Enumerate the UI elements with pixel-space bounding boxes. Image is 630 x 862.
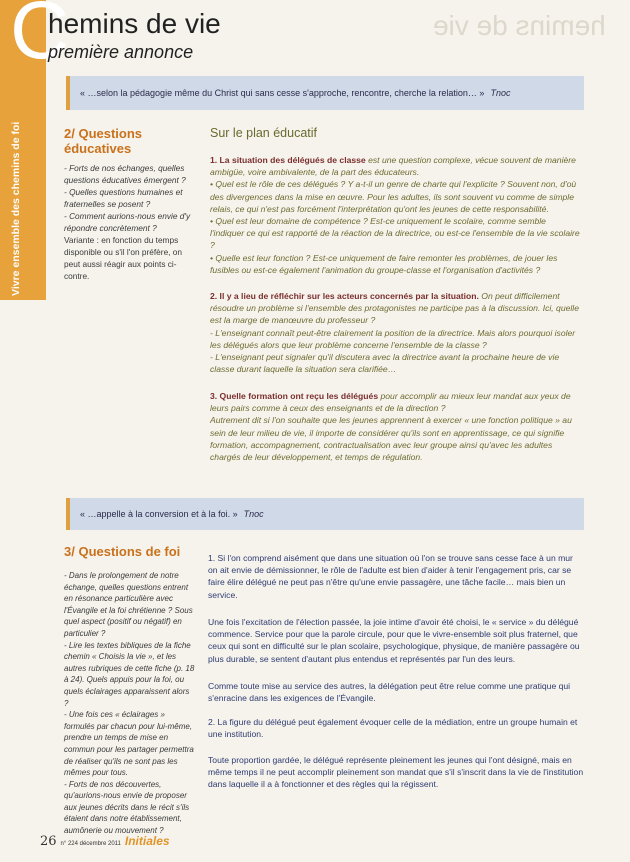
faith-paragraph-1: 1. Si l'on comprend aisément que dans une situation où l'on se trouve sans cesse face à un mur on ait envie de démissionner, le rôle de l'adulte est bien d'aider à tenir l'engagement pris, car se faire élire délégué ne peut pas n'être qu'une envie passagère, une tâche facile… mais bien un service. bbox=[208, 553, 573, 600]
page-footer bbox=[40, 834, 170, 849]
list-item: • Quel est le rôle de ces délégués ? Y a-t-il un genre de charte qui l'explicite ? Souvent non, d'où des divergences dans la mise en œuvre. Pour les adultes, ils sont souvent vu comme de simple relais, ce qui n'est pas forcément l'interprétation qu'ont les jeunes de cette responsabilité. bbox=[210, 179, 577, 214]
point-3-lead: 3. Quelle formation ont reçu les délégués bbox=[210, 391, 379, 401]
point-1-lead: 1. La situation des délégués de classe bbox=[210, 155, 366, 165]
faith-paragraph-2: Une fois l'excitation de l'élection passée, la joie intime d'avoir été choisi, le « service » du délégué commence. Service pour que la parole circule, pour que le vivre-ensemble soit plus fraternel, que ceux qui sont en difficulté sur le plan scolaire, psychologique, physique, de manière passagère ou plus durable, se sentent d'autant plus entendus et représentés par l'un des leurs. bbox=[208, 617, 580, 664]
faith-paragraph-4: 2. La figure du délégué peut également évoquer celle de la médiation, entre un groupe humain et une institution. bbox=[208, 717, 578, 740]
educatif-point-2 bbox=[210, 290, 582, 375]
faith-paragraph-3: Comme toute mise au service des autres, la délégation peut être relue comme une pratique qui s'enracine dans les exigences de l'Évangile. bbox=[208, 681, 571, 704]
point-3-text: pour accomplir au mieux leur mandat aux yeux de leurs pairs comme à ceux des enseignants et de la direction ? bbox=[210, 391, 571, 414]
brand-logo: Initiales bbox=[124, 834, 170, 848]
faith-paragraph-5: Toute proportion gardée, le délégué représente pleinement les jeunes qui l'ont désigné, mais en même temps il ne peut accomplir pleinement son mandat que s'il s'inscrit dans la vie de l'institution dans laquelle il a à fonctionner et des règles qui la régissent. bbox=[208, 755, 584, 790]
sidebar-vertical-text: Vivre ensemble des chemins de foi bbox=[10, 121, 22, 296]
section-2-questions bbox=[64, 162, 194, 282]
list-item: Variante : en fonction du temps disponible ou s'il l'on préfère, on peut aussi réagir aux points ci-contre. bbox=[64, 235, 183, 281]
list-item: - Forts de nos échanges, quelles questions éducatives émergent ? bbox=[64, 163, 186, 185]
list-item: - Quelles questions humaines et fraternelles se posent ? bbox=[64, 187, 183, 209]
educatif-point-1 bbox=[210, 154, 582, 276]
quote-banner-2 bbox=[66, 498, 584, 530]
list-item: - L'enseignant connaît peut-être clairement la position de la directrice. Mais alors pourquoi isoler les délégués alors que leur problème concerne l'ensemble de la classe ? bbox=[210, 327, 576, 350]
title-initial: C bbox=[10, 0, 70, 76]
page-title: hemins de vie bbox=[48, 8, 221, 39]
quote-1-text: « …selon la pédagogie même du Christ qui sans cesse s'approche, rencontre, cherche la relation… » bbox=[80, 88, 485, 98]
list-item: - Dans le prolongement de notre échange, quelles questions entrent en résonance particulière avec l'Évangile et la foi chrétienne ? Sous quel aspect (positif ou négatif) en particulier ? bbox=[64, 571, 193, 638]
point-1-text: est une question complexe, vécue souvent de manière ambigüe, voire ambivalente, de la part des éducateurs. bbox=[210, 155, 576, 178]
quote-2-text: « …appelle à la conversion et à la foi. » bbox=[80, 509, 238, 519]
point-3-more: Autrement dit si l'on souhaite que les jeunes apprennent à exercer « une fonction politique » au sein de leur milieu de vie, il importe de considérer qu'ils sont en apprentissage, ce qui signifie formation, accompagnement, contractualisation avec leur groupe ainsi qu'avec les adultes chargés de leur développement, et temps de régulation. bbox=[210, 415, 572, 463]
quote-1-source: Tnoc bbox=[490, 88, 511, 98]
quote-banner-1 bbox=[66, 76, 584, 110]
section-3-heading: 3/ Questions de foi bbox=[64, 544, 181, 559]
point-2-text: On peut difficilement résoudre un problème si l'ensemble des protagonistes ne participe pas à la discussion. Ici, quelle est la marge de manœuvre du professeur ? bbox=[210, 291, 579, 326]
list-item: - Lire les textes bibliques de la fiche chemin « Choisis la vie », et les autres rubriques de cette fiche (p. 18 à 24). Quels appuis pour la foi, ou quels éclairages apparaissent alors ? bbox=[64, 640, 195, 708]
list-item: - Comment aurions-nous envie d'y répondre concrètement ? bbox=[64, 211, 191, 233]
list-item: - Une fois ces « éclairages » formulés par chacun pour lui-même, prendre un temps de mise en commun pour les partager permettra de réaliser qu'ils ne sont pas les mêmes pour tous. bbox=[64, 710, 194, 778]
list-item: - Forts de nos découvertes, qu'aurions-nous envie de proposer aux jeunes décrits dans le récit s'ils étaient dans notre établissement, aumônerie ou mouvement ? bbox=[64, 779, 190, 836]
ghost-title: hemins de vie bbox=[433, 10, 606, 41]
quote-2-source: Tnoc bbox=[243, 509, 264, 519]
educatif-title: Sur le plan éducatif bbox=[210, 126, 318, 140]
list-item: - L'enseignant peut signaler qu'il discutera avec la directrice avant la prochaine heure de vie classe durant laquelle la situation sera clarifiée… bbox=[210, 352, 560, 375]
page-number: 26 bbox=[40, 834, 57, 849]
section-3-questions bbox=[64, 570, 196, 837]
list-item: • Quel est leur domaine de compétence ? Est-ce uniquement le scolaire, comme semble l'indiquer ce qui est rapporté de la réaction de la directrice, ou est-ce l'ensemble de la vie scolaire ? bbox=[210, 216, 580, 251]
educatif-point-3 bbox=[210, 390, 582, 463]
page-subtitle: première annonce bbox=[48, 42, 194, 62]
section-2-heading: 2/ Questions éducatives bbox=[64, 126, 143, 156]
issue-info: n° 224 décembre 2011 bbox=[60, 841, 121, 847]
list-item: • Quelle est leur fonction ? Est-ce uniquement de faire remonter les problèmes, de jouer les fusibles ou est-ce également l'animation du groupe-classe et l'organisation d'activités ? bbox=[210, 252, 558, 275]
point-2-lead: 2. Il y a lieu de réfléchir sur les acteurs concernés par la situation. bbox=[210, 291, 479, 301]
